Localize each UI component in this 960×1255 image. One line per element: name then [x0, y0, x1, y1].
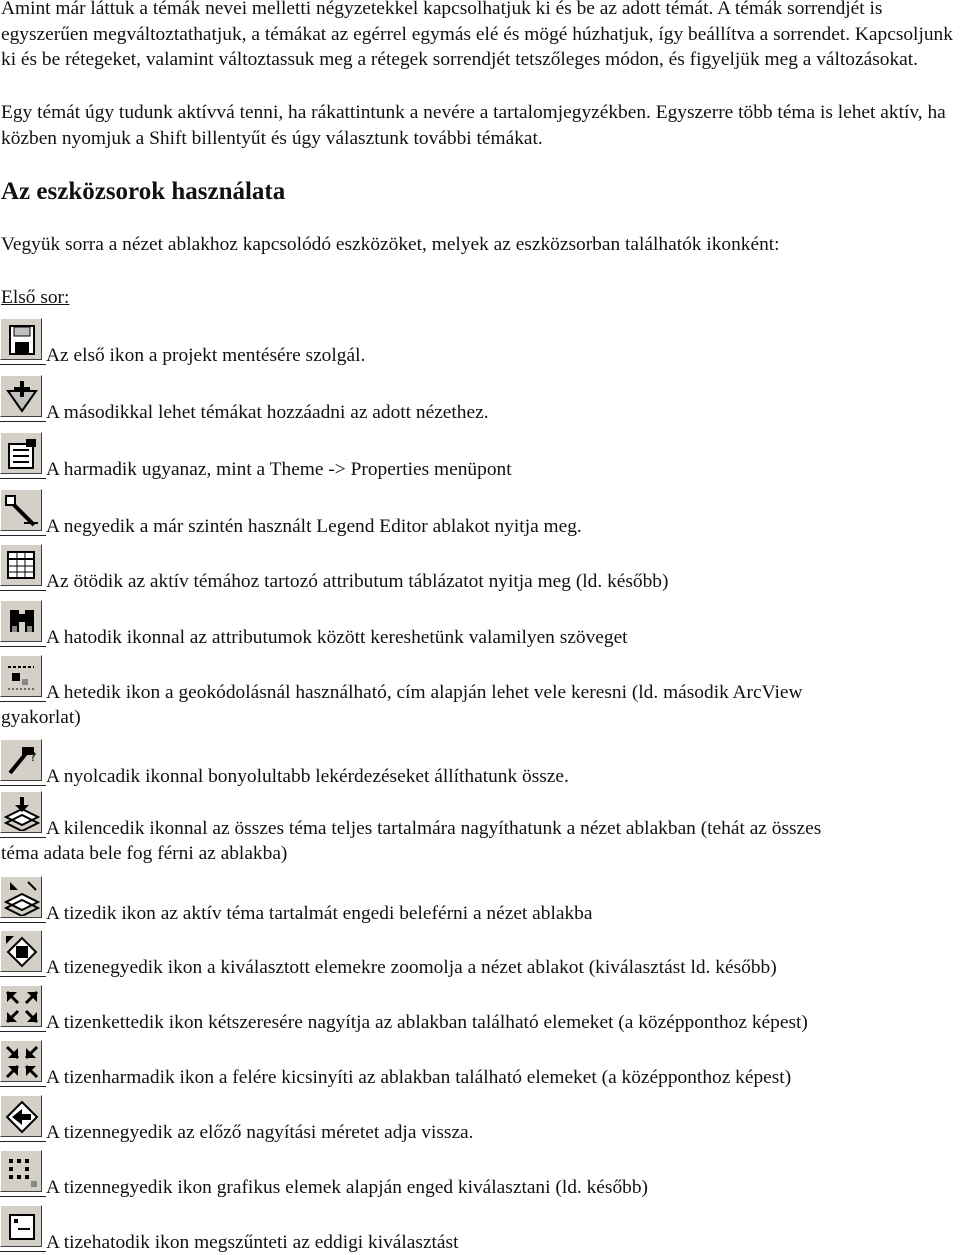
zoom-in-icon [0, 985, 42, 1027]
icon-baseline-rule [0, 785, 46, 786]
icon-baseline-rule [0, 478, 46, 479]
legend-editor-icon [0, 489, 42, 531]
select-by-graphics-icon [0, 1150, 42, 1192]
icon-baseline-rule [0, 364, 46, 365]
zoom-previous-icon [0, 1095, 42, 1137]
add-theme-icon [0, 375, 42, 417]
icon-baseline-rule [0, 646, 46, 647]
icon-description: A másodikkal lehet témákat hozzáadni az adott nézethez. [46, 402, 489, 423]
section-heading: Az eszközsorok használata [1, 178, 286, 205]
zoom-out-icon [0, 1040, 42, 1082]
intro-paragraph-1: Amint már láttuk a témák nevei melletti négyzetekkel kapcsolhatjuk ki és be az adott témát. A témák sorrendjét is egyszerűen megváltoztathatjuk, a témákat az egérrel egymás elé és mögé húzhatjuk, így beállítva a sorrendet. Kapcsoljunk ki és be rétegeket, valamint változtassuk meg a rétegek sorrendjét tetszőleges módon, és figyeljük meg a változásokat. [1, 0, 953, 70]
icon-description: A harmadik ugyanaz, mint a Theme -> Properties menüpont [46, 459, 512, 480]
icon-description-continued: téma adata bele fog férni az ablakba) [1, 843, 288, 864]
icon-description: A negyedik a már szintén használt Legend Editor ablakot nyitja meg. [46, 516, 582, 537]
icon-description: A tizennegyedik ikon grafikus elemek alapján enged kiválasztani (ld. később) [46, 1177, 648, 1198]
icon-description: A tizenkettedik ikon kétszeresére nagyítja az ablakban található elemeket (a középponthoz képest) [46, 1012, 808, 1033]
icon-baseline-rule [0, 976, 46, 977]
row-label: Első sor: [1, 287, 70, 308]
icon-description: A nyolcadik ikonnal bonyolultabb lekérdezéseket állíthatunk össze. [46, 766, 569, 787]
icon-description: A tizenegyedik ikon a kiválasztott elemekre zoomolja a nézet ablakot (kiválasztást ld. később) [46, 957, 777, 978]
attribute-table-icon [0, 544, 42, 586]
svg-text:?: ? [30, 750, 37, 764]
icon-baseline-rule [0, 1031, 46, 1032]
zoom-active-themes-icon [0, 876, 42, 918]
geocode-locate-icon [0, 655, 42, 697]
zoom-full-extent-icon [0, 791, 42, 833]
icon-baseline-rule [0, 421, 46, 422]
icon-description: A hatodik ikonnal az attributumok között kereshetünk valamilyen szöveget [46, 627, 628, 648]
save-icon [0, 318, 42, 360]
icon-description: A hetedik ikon a geokódolásnál használható, cím alapján lehet vele keresni (ld. második ArcView [46, 682, 803, 703]
find-binoculars-icon [0, 600, 42, 642]
icon-baseline-rule [0, 701, 46, 702]
icon-baseline-rule [0, 1086, 46, 1087]
icon-description: A tizennegyedik az előző nagyítási méretet adja vissza. [46, 1122, 474, 1143]
intro-paragraph-2: Egy témát úgy tudunk aktívvá tenni, ha rákattintunk a nevére a tartalomjegyzékben. Egyszerre több téma is lehet aktív, ha közben nyomjuk a Shift billentyűt és úgy választunk további témákat. [1, 102, 946, 149]
query-builder-icon [0, 739, 42, 781]
icon-baseline-rule [0, 535, 46, 536]
icon-description-continued: gyakorlat) [1, 707, 81, 728]
icon-description: A tizedik ikon az aktív téma tartalmát engedi beleférni a nézet ablakba [46, 903, 593, 924]
icon-baseline-rule [0, 1196, 46, 1197]
theme-properties-icon [0, 432, 42, 474]
icon-baseline-rule [0, 837, 46, 838]
icon-description: A kilencedik ikonnal az összes téma teljes tartalmára nagyíthatunk a nézet ablakban (tehát az összes [46, 818, 822, 839]
section-lead: Vegyük sorra a nézet ablakhoz kapcsolódó eszközöket, melyek az eszközsorban találhatók ikonként: [1, 234, 780, 255]
icon-baseline-rule [0, 922, 46, 923]
icon-baseline-rule [0, 590, 46, 591]
icon-description: Az ötödik az aktív témához tartozó attributum táblázatot nyitja meg (ld. később) [46, 571, 669, 592]
icon-description: A tizenharmadik ikon a felére kicsinyíti az ablakban található elemeket (a középponthoz képest) [46, 1067, 792, 1088]
clear-selection-icon [0, 1205, 42, 1247]
icon-description: A tizehatodik ikon megszűnteti az eddigi kiválasztást [46, 1232, 459, 1253]
icon-description: Az első ikon a projekt mentésére szolgál. [46, 345, 366, 366]
icon-baseline-rule [0, 1141, 46, 1142]
zoom-selected-icon [0, 930, 42, 972]
